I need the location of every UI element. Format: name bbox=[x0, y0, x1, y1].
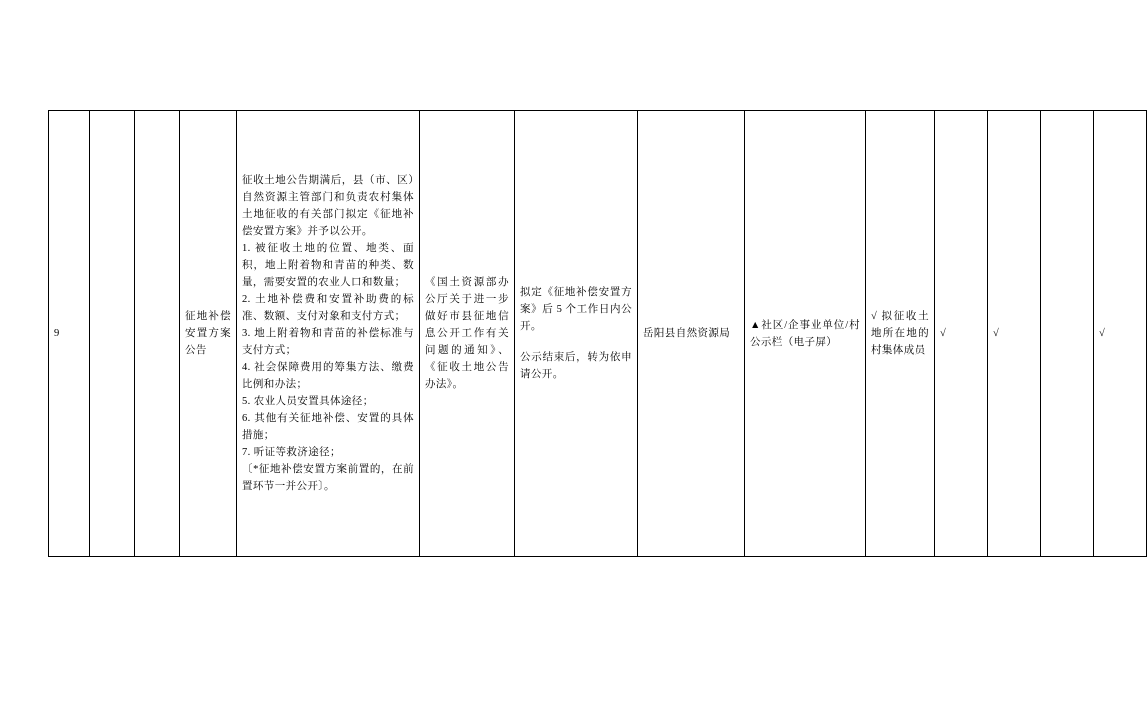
cell-disclosure-channel: ▲社区/企事业单位/村公示栏（电子屏） bbox=[745, 111, 866, 557]
cell-legal-basis: 《国土资源部办公厅关于进一步做好市县征地信息公开工作有关问题的通知》、《征收土地公告办法》。 bbox=[420, 111, 515, 557]
cell-mark-one: √ bbox=[935, 111, 988, 557]
cell-blank-two bbox=[135, 111, 180, 557]
cell-index: 9 bbox=[49, 111, 90, 557]
time-paragraph: 拟定《征地补偿安置方案》后 5 个工作日内公开。 bbox=[520, 287, 632, 332]
cell-disclosure-time bbox=[515, 111, 638, 557]
content-paragraph: 4. 社会保障费用的筹集方法、缴费比例和办法； bbox=[242, 362, 414, 390]
cell-blank-one bbox=[90, 111, 135, 557]
cell-responsible-subject: 岳阳县自然资源局 bbox=[638, 111, 745, 557]
content-paragraph: 1. 被征收土地的位置、地类、面积，地上附着物和青苗的种类、数量，需要安置的农业人口和数量； bbox=[242, 243, 414, 288]
content-paragraph: 7. 听证等救济途径； bbox=[242, 447, 341, 458]
content-paragraph: 2. 土地补偿费和安置补助费的标准、数额、支付对象和支付方式； bbox=[242, 294, 414, 322]
content-paragraph: 6. 其他有关征地补偿、安置的具体措施； bbox=[242, 413, 414, 441]
time-paragraph: 公示结束后，转为依申请公开。 bbox=[520, 352, 632, 380]
content-paragraph: 〔*征地补偿安置方案前置的，在前置环节一并公开〕。 bbox=[242, 464, 414, 492]
cell-mark-two: √ bbox=[988, 111, 1041, 557]
cell-disclosure-object: √ 拟征收土地所在地的村集体成员 bbox=[866, 111, 935, 557]
disclosure-matrix-table bbox=[48, 110, 1147, 557]
cell-mark-four: √ bbox=[1094, 111, 1147, 557]
table-row bbox=[49, 111, 1147, 557]
cell-mark-three bbox=[1041, 111, 1094, 557]
content-paragraph: 3. 地上附着物和青苗的补偿标准与支付方式； bbox=[242, 328, 414, 356]
content-paragraph: 5. 农业人员安置具体途径； bbox=[242, 396, 374, 407]
content-paragraph: 征收土地公告期满后，县（市、区）自然资源主管部门和负责农村集体土地征收的有关部门拟定《征地补偿安置方案》并予以公开。 bbox=[242, 175, 414, 237]
cell-item-name: 征地补偿安置方案公告 bbox=[180, 111, 237, 557]
cell-content bbox=[237, 111, 420, 557]
